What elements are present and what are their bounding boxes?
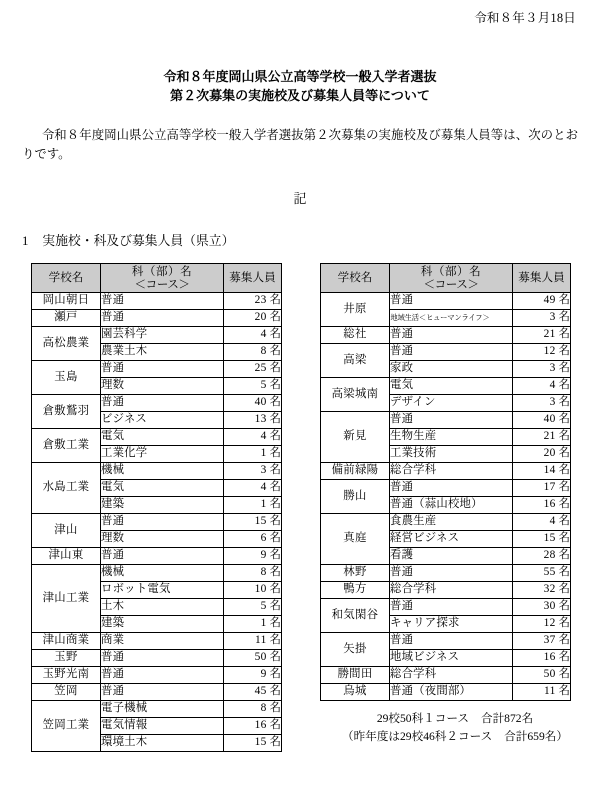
quota-number: 16 <box>543 651 556 664</box>
cell-quota <box>513 633 571 650</box>
quota-unit: 名 <box>558 413 570 426</box>
quota-number: 1 <box>260 447 267 460</box>
header-quota: 募集人員 <box>513 264 571 293</box>
quota-unit: 名 <box>269 583 281 596</box>
cell-course-name: 生物生産 <box>390 429 513 446</box>
table-row <box>32 395 282 412</box>
cell-quota <box>513 616 571 633</box>
cell-quota <box>513 293 571 310</box>
table-row <box>321 327 571 344</box>
cell-quota <box>224 497 282 514</box>
summary-line-2 <box>320 728 590 746</box>
table-row <box>32 429 282 446</box>
cell-quota <box>513 531 571 548</box>
summary-line-1 <box>320 710 590 728</box>
cell-school-name: 総社 <box>321 327 390 344</box>
quota-unit: 名 <box>269 634 281 647</box>
header-school: 学校名 <box>32 264 101 293</box>
table-row <box>321 514 571 531</box>
quota-unit: 名 <box>558 651 570 664</box>
cell-school-name: 高梁 <box>321 344 390 378</box>
quota-unit: 名 <box>269 498 281 511</box>
quota-number: 49 <box>543 294 556 307</box>
cell-course-name: 総合学科 <box>390 463 513 480</box>
cell-course-name: 環境土木 <box>101 735 224 752</box>
quota-number: 3 <box>260 464 267 477</box>
quota-unit: 名 <box>269 311 281 324</box>
cell-school-name: 真庭 <box>321 514 390 565</box>
cell-course-name: 普通（蒜山校地） <box>390 497 513 514</box>
header-course-line1: 科（部）名 <box>420 264 482 278</box>
cell-quota <box>224 667 282 684</box>
quota-unit: 名 <box>558 379 570 392</box>
quota-number: 50 <box>543 668 556 681</box>
cell-school-name: 笠岡工業 <box>32 701 101 752</box>
cell-course-name: 普通 <box>101 361 224 378</box>
cell-course-name: 農業土木 <box>101 344 224 361</box>
cell-course-name: 電気 <box>390 378 513 395</box>
cell-course-name: 看護 <box>390 548 513 565</box>
quota-unit: 名 <box>558 515 570 528</box>
quota-unit: 名 <box>269 600 281 613</box>
quota-unit: 名 <box>269 481 281 494</box>
cell-quota <box>224 514 282 531</box>
quota-unit: 名 <box>269 702 281 715</box>
quota-unit: 名 <box>269 651 281 664</box>
quota-number: 4 <box>260 328 267 341</box>
quota-unit: 名 <box>558 294 570 307</box>
title-line-1: 令和８年度岡山県公立高等学校一般入学者選抜 <box>163 69 437 84</box>
quota-number: 30 <box>543 600 556 613</box>
cell-quota <box>224 531 282 548</box>
table-row <box>32 633 282 650</box>
table-row <box>32 361 282 378</box>
cell-quota <box>513 395 571 412</box>
cell-quota <box>224 395 282 412</box>
quota-number: 20 <box>543 447 556 460</box>
quota-unit: 名 <box>269 379 281 392</box>
quota-number: 8 <box>260 566 267 579</box>
quota-unit: 名 <box>558 566 570 579</box>
quota-unit: 名 <box>269 515 281 528</box>
cell-quota <box>513 378 571 395</box>
table-row <box>321 565 571 582</box>
cell-quota <box>513 412 571 429</box>
cell-quota <box>513 463 571 480</box>
quota-unit: 名 <box>558 362 570 375</box>
cell-course-name: 地域ビジネス <box>390 650 513 667</box>
summary-line1-left: 29校50科１コース <box>376 712 469 725</box>
header-course <box>390 264 513 293</box>
cell-quota <box>224 616 282 633</box>
cell-quota <box>513 480 571 497</box>
cell-course-name: キャリア探求 <box>390 616 513 633</box>
quota-number: 32 <box>543 583 556 596</box>
title-line-2: 第２次募集の実施校及び募集人員等について <box>170 87 430 103</box>
document-date: 令和８年３月18日 <box>474 11 576 25</box>
cell-course-name: 工業技術 <box>390 446 513 463</box>
cell-school-name: 玉島 <box>32 361 101 395</box>
quota-unit: 名 <box>269 549 281 562</box>
cell-quota <box>224 582 282 599</box>
quota-unit: 名 <box>269 566 281 579</box>
quota-number: 25 <box>254 362 267 375</box>
quota-unit: 名 <box>558 464 570 477</box>
cell-quota <box>224 293 282 310</box>
cell-course-name: 地域生活＜ヒューマンライフ＞ <box>390 310 508 327</box>
cell-course-name: 普通 <box>390 565 513 582</box>
table-header-row <box>32 264 282 293</box>
cell-school-name: 備前緑陽 <box>321 463 390 480</box>
quota-unit: 名 <box>558 532 570 545</box>
left-table-wrap <box>31 263 282 752</box>
ki-marker: 記 <box>293 191 307 206</box>
header-course-line2: ＜コース＞ <box>423 278 479 291</box>
cell-quota <box>513 650 571 667</box>
cell-quota <box>513 497 571 514</box>
cell-quota <box>513 582 571 599</box>
cell-school-name: 津山 <box>32 514 101 548</box>
table-row <box>32 293 282 310</box>
quota-unit: 名 <box>558 498 570 511</box>
cell-course-name: 普通 <box>390 633 513 650</box>
quota-unit: 名 <box>558 600 570 613</box>
summary-line2-left: （昨年度は29校46科２コース <box>342 729 493 743</box>
quota-unit: 名 <box>269 362 281 375</box>
summary-line1-right: 合計872名 <box>480 712 534 725</box>
table-row <box>321 480 571 497</box>
cell-quota <box>224 412 282 429</box>
quota-number: 21 <box>543 328 556 341</box>
cell-school-name: 瀬戸 <box>32 310 101 327</box>
quota-unit: 名 <box>269 532 281 545</box>
quota-number: 15 <box>543 532 556 545</box>
quota-unit: 名 <box>558 634 570 647</box>
quota-unit: 名 <box>558 685 570 698</box>
header-course <box>101 264 224 293</box>
cell-quota <box>224 650 282 667</box>
cell-course-name: デザイン <box>390 395 513 412</box>
right-table-body <box>321 293 571 701</box>
table-row <box>321 344 571 361</box>
cell-course-name: 電気情報 <box>101 718 224 735</box>
quota-number: 16 <box>254 719 267 732</box>
quota-number: 21 <box>543 430 556 443</box>
table-row <box>321 412 571 429</box>
cell-course-name: 機械 <box>101 565 224 582</box>
cell-course-name: 総合学科 <box>390 667 513 684</box>
quota-unit: 名 <box>269 464 281 477</box>
quota-unit: 名 <box>269 617 281 630</box>
cell-school-name: 水島工業 <box>32 463 101 514</box>
cell-quota <box>224 446 282 463</box>
quota-number: 3 <box>549 362 556 375</box>
cell-course-name: 建築 <box>101 616 224 633</box>
cell-course-name: 普通 <box>390 344 513 361</box>
cell-school-name: 津山東 <box>32 548 101 565</box>
header-school: 学校名 <box>321 264 390 293</box>
cell-quota <box>513 327 571 344</box>
quota-number: 3 <box>549 396 556 409</box>
header-quota: 募集人員 <box>224 264 282 293</box>
quota-number: 17 <box>543 481 556 494</box>
cell-course-name: 普通 <box>390 327 513 344</box>
cell-school-name: 津山工業 <box>32 565 101 633</box>
cell-course-name: 普通 <box>390 293 513 310</box>
quota-unit: 名 <box>558 447 570 460</box>
quota-unit: 名 <box>558 396 570 409</box>
cell-quota <box>224 429 282 446</box>
cell-course-name: 工業化学 <box>101 446 224 463</box>
table-row <box>32 701 282 718</box>
quota-unit: 名 <box>558 345 570 358</box>
table-header-row <box>321 264 571 293</box>
quota-number: 5 <box>260 379 267 392</box>
header-course-line2: ＜コース＞ <box>134 278 190 291</box>
quota-number: 1 <box>260 617 267 630</box>
quota-number: 10 <box>254 583 267 596</box>
cell-school-name: 井原 <box>321 293 390 327</box>
table-row <box>32 514 282 531</box>
cell-course-name: 普通 <box>390 480 513 497</box>
schedule-table-left <box>31 263 282 752</box>
quota-unit: 名 <box>269 294 281 307</box>
quota-unit: 名 <box>269 413 281 426</box>
cell-quota <box>513 429 571 446</box>
summary-block <box>320 710 590 746</box>
quota-number: 9 <box>260 549 267 562</box>
cell-school-name: 津山商業 <box>32 633 101 650</box>
quota-number: 40 <box>543 413 556 426</box>
cell-course-name: 普通（夜間部） <box>390 684 513 701</box>
quota-number: 45 <box>254 685 267 698</box>
table-row <box>32 548 282 565</box>
cell-quota <box>224 735 282 752</box>
cell-course-name: 土木 <box>101 599 224 616</box>
cell-school-name: 勝山 <box>321 480 390 514</box>
header-course-line1: 科（部）名 <box>131 264 193 278</box>
cell-quota <box>513 684 571 701</box>
cell-school-name: 烏城 <box>321 684 390 701</box>
schedule-table-right <box>320 263 571 701</box>
cell-school-name: 矢掛 <box>321 633 390 667</box>
table-row <box>321 684 571 701</box>
quota-unit: 名 <box>269 719 281 732</box>
cell-school-name: 鴨方 <box>321 582 390 599</box>
table-row <box>321 293 571 310</box>
cell-course-name: 園芸科学 <box>101 327 224 344</box>
cell-school-name: 新見 <box>321 412 390 463</box>
cell-course-name: 普通 <box>101 395 224 412</box>
quota-number: 4 <box>549 379 556 392</box>
cell-quota <box>224 565 282 582</box>
cell-school-name: 勝間田 <box>321 667 390 684</box>
cell-course-name: 機械 <box>101 463 224 480</box>
cell-quota <box>513 667 571 684</box>
quota-number: 13 <box>254 413 267 426</box>
table-row <box>321 633 571 650</box>
cell-quota <box>513 310 571 327</box>
cell-school-name: 高松農業 <box>32 327 101 361</box>
quota-number: 4 <box>549 515 556 528</box>
quota-unit: 名 <box>269 396 281 409</box>
table-row <box>32 565 282 582</box>
cell-quota <box>224 701 282 718</box>
table-row <box>321 378 571 395</box>
intro-paragraph: 令和８年度岡山県公立高等学校一般入学者選抜第２次募集の実施校及び募集人員等は、次のとおりです。 <box>22 128 578 161</box>
quota-unit: 名 <box>558 328 570 341</box>
quota-number: 5 <box>260 600 267 613</box>
quota-unit: 名 <box>269 328 281 341</box>
quota-number: 8 <box>260 345 267 358</box>
cell-quota <box>513 565 571 582</box>
table-row <box>321 667 571 684</box>
cell-course-name: 普通 <box>390 599 513 616</box>
quota-unit: 名 <box>558 583 570 596</box>
quota-number: 1 <box>260 498 267 511</box>
section-heading <box>22 230 234 249</box>
cell-course-name: 家政 <box>390 361 513 378</box>
quota-number: 50 <box>254 651 267 664</box>
cell-course-name: 普通 <box>101 514 224 531</box>
cell-quota <box>224 548 282 565</box>
quota-number: 9 <box>260 668 267 681</box>
cell-course-name: 普通 <box>101 650 224 667</box>
cell-quota <box>224 463 282 480</box>
table-row <box>321 463 571 480</box>
quota-unit: 名 <box>558 311 570 324</box>
cell-course-name: 普通 <box>101 293 224 310</box>
cell-quota <box>513 514 571 531</box>
quota-number: 16 <box>543 498 556 511</box>
quota-unit: 名 <box>269 447 281 460</box>
quota-number: 23 <box>254 294 267 307</box>
cell-course-name: 理数 <box>101 378 224 395</box>
cell-course-name: ロボット電気 <box>101 582 224 599</box>
quota-unit: 名 <box>269 345 281 358</box>
table-row <box>321 599 571 616</box>
cell-quota <box>224 361 282 378</box>
quota-unit: 名 <box>558 481 570 494</box>
quota-unit: 名 <box>558 668 570 681</box>
cell-school-name: 倉敷工業 <box>32 429 101 463</box>
cell-course-name: 電子機械 <box>101 701 224 718</box>
cell-quota <box>224 718 282 735</box>
cell-school-name: 和気閑谷 <box>321 599 390 633</box>
quota-number: 4 <box>260 481 267 494</box>
cell-quota <box>224 344 282 361</box>
quota-number: 20 <box>254 311 267 324</box>
quota-number: 8 <box>260 702 267 715</box>
cell-quota <box>224 310 282 327</box>
quota-unit: 名 <box>269 668 281 681</box>
cell-course-name: ビジネス <box>101 412 224 429</box>
summary-line2-right: 合計659名） <box>504 729 568 743</box>
cell-quota <box>224 684 282 701</box>
quota-number: 55 <box>543 566 556 579</box>
quota-number: 12 <box>543 617 556 630</box>
cell-quota <box>224 327 282 344</box>
cell-quota <box>224 633 282 650</box>
cell-course-name: 普通 <box>390 412 513 429</box>
cell-course-name: 食農生産 <box>390 514 513 531</box>
quota-number: 37 <box>543 634 556 647</box>
quota-unit: 名 <box>558 617 570 630</box>
section-title: 実施校・科及び募集人員（県立） <box>42 234 235 248</box>
cell-course-name: 普通 <box>101 548 224 565</box>
table-row <box>32 463 282 480</box>
quota-number: 11 <box>544 685 556 698</box>
cell-course-name: 建築 <box>101 497 224 514</box>
quota-number: 28 <box>543 549 556 562</box>
cell-school-name: 玉野光南 <box>32 667 101 684</box>
cell-quota <box>224 480 282 497</box>
quota-number: 3 <box>549 311 556 324</box>
left-table-body <box>32 293 282 752</box>
cell-school-name: 高梁城南 <box>321 378 390 412</box>
cell-quota <box>513 361 571 378</box>
quota-unit: 名 <box>269 685 281 698</box>
cell-course-name: 普通 <box>101 684 224 701</box>
quota-number: 12 <box>543 345 556 358</box>
quota-number: 11 <box>255 634 267 647</box>
table-row <box>32 684 282 701</box>
cell-school-name: 林野 <box>321 565 390 582</box>
quota-unit: 名 <box>269 736 281 749</box>
cell-quota <box>513 344 571 361</box>
cell-course-name: 電気 <box>101 429 224 446</box>
cell-quota <box>513 446 571 463</box>
cell-course-name: 普通 <box>101 667 224 684</box>
table-row <box>32 327 282 344</box>
cell-course-name: 理数 <box>101 531 224 548</box>
quota-number: 15 <box>254 736 267 749</box>
cell-school-name: 倉敷鷲羽 <box>32 395 101 429</box>
section-number: 1 <box>22 234 29 248</box>
cell-quota <box>224 378 282 395</box>
table-row <box>321 582 571 599</box>
cell-course-name: 商業 <box>101 633 224 650</box>
table-row <box>32 310 282 327</box>
cell-quota <box>513 599 571 616</box>
quota-unit: 名 <box>558 430 570 443</box>
cell-quota <box>224 599 282 616</box>
table-row <box>32 650 282 667</box>
quota-number: 6 <box>260 532 267 545</box>
cell-school-name: 笠岡 <box>32 684 101 701</box>
cell-course-name: 電気 <box>101 480 224 497</box>
right-table-wrap <box>320 263 571 701</box>
cell-course-name: 経営ビジネス <box>390 531 513 548</box>
quota-number: 14 <box>543 464 556 477</box>
cell-quota <box>513 548 571 565</box>
document-title <box>0 68 600 106</box>
quota-number: 40 <box>254 396 267 409</box>
quota-unit: 名 <box>558 549 570 562</box>
cell-school-name: 岡山朝日 <box>32 293 101 310</box>
quota-number: 4 <box>260 430 267 443</box>
quota-unit: 名 <box>269 430 281 443</box>
quota-number: 15 <box>254 515 267 528</box>
table-row <box>32 667 282 684</box>
cell-course-name: 総合学科 <box>390 582 513 599</box>
cell-school-name: 玉野 <box>32 650 101 667</box>
cell-course-name: 普通 <box>101 310 224 327</box>
